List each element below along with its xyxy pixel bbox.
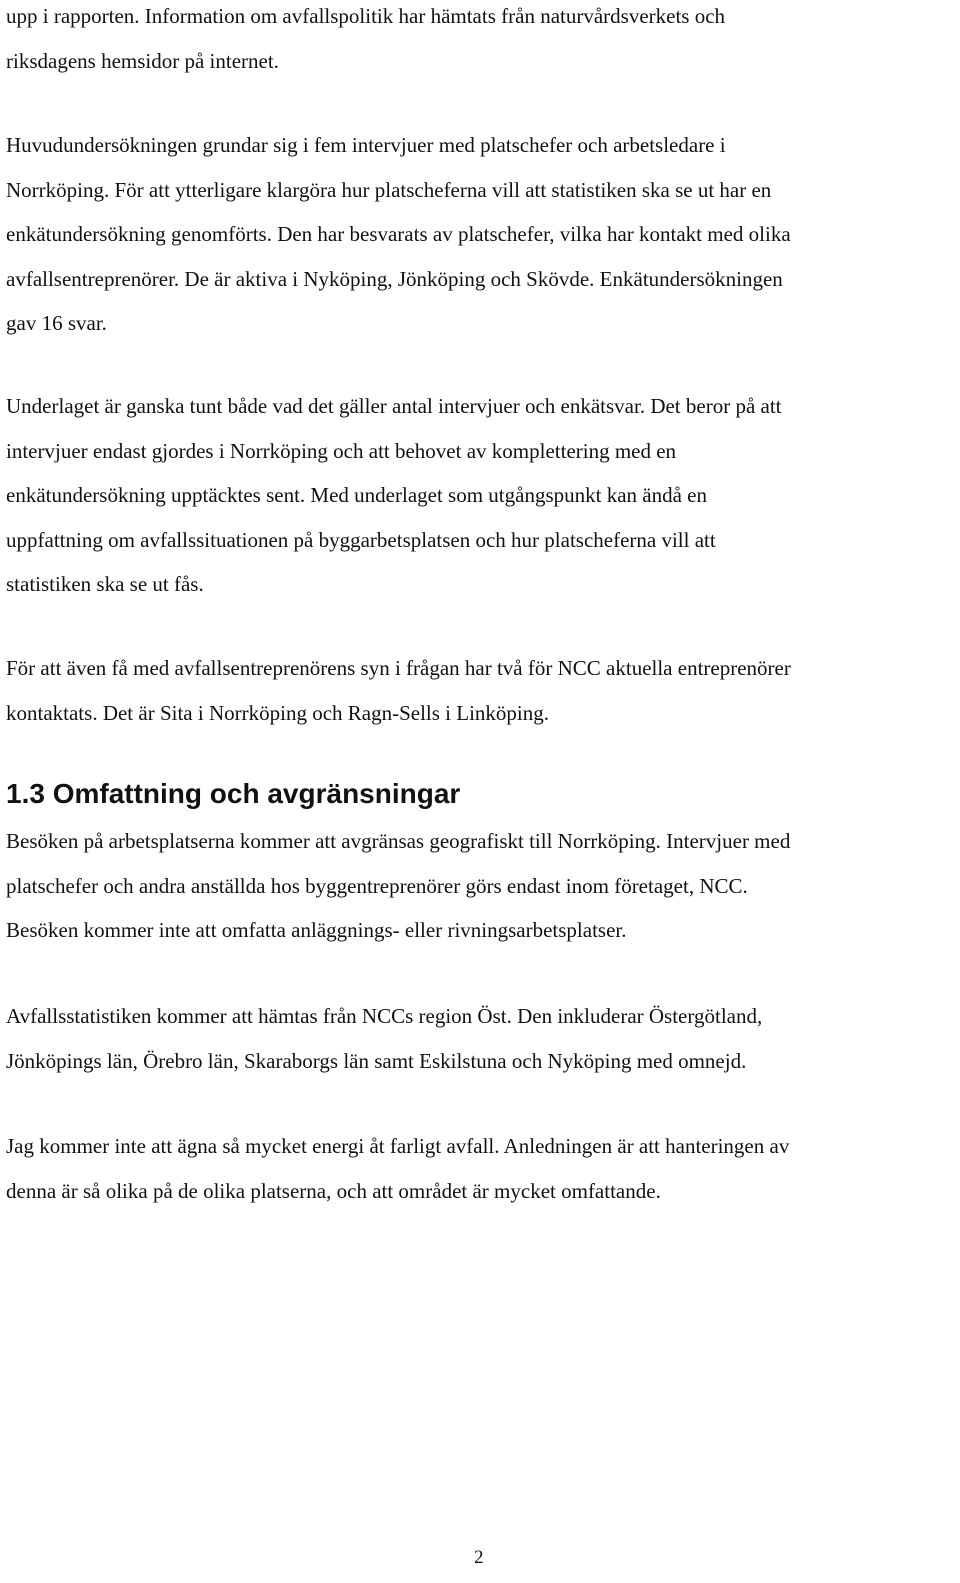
text-line: denna är så olika på de olika platserna, och att området är mycket omfattande. xyxy=(6,1178,661,1203)
paragraph-scope-statistics xyxy=(6,994,956,1083)
text-line: enkätundersökning genomförts. Den har besvarats av platschefer, vilka har kontakt med olika xyxy=(6,222,791,246)
section-heading: 1.3 Omfattning och avgränsningar xyxy=(6,778,461,809)
page-number: 2 xyxy=(474,1547,484,1568)
text-line: platschefer och andra anställda hos byggentreprenörer görs endast inom företaget, NCC. xyxy=(6,873,748,898)
text-line: Avfallsstatistiken kommer att hämtas från NCCs region Öst. Den inkluderar Östergötland, xyxy=(6,1004,763,1028)
paragraph-intro-sources xyxy=(6,0,956,83)
paragraph-data-basis xyxy=(6,384,956,607)
text-line: Besöken kommer inte att omfatta anläggnings- eller rivningsarbetsplatser. xyxy=(6,918,627,942)
text-line: Jag kommer inte att ägna så mycket energi åt farligt avfall. Anledningen är att hanteringen av xyxy=(6,1134,790,1158)
text-line: kontaktats. Det är Sita i Norrköping och Ragn-Sells i Linköping. xyxy=(6,700,550,725)
text-line: enkätundersökning upptäcktes sent. Med underlaget som utgångspunkt kan ändå en xyxy=(6,483,707,507)
text-line: Norrköping. För att ytterligare klargöra hur platscheferna vill att statistiken ska se ut har en xyxy=(6,177,772,202)
text-line: Huvudundersökningen grundar sig i fem intervjuer med platschefer och arbetsledare i xyxy=(6,133,726,157)
paragraph-contractors xyxy=(6,646,956,735)
text-line: intervjuer endast gjordes i Norrköping och att behovet av komplettering med en xyxy=(6,438,677,463)
text-line: upp i rapporten. Information om avfallspolitik har hämtats från naturvårdsverkets och xyxy=(6,4,726,28)
text-line: statistiken ska se ut fås. xyxy=(6,572,204,596)
text-line: gav 16 svar. xyxy=(6,311,107,335)
text-line: För att även få med avfallsentreprenörens syn i frågan har två för NCC aktuella entreprenörer xyxy=(6,656,791,680)
text-line: riksdagens hemsidor på internet. xyxy=(6,48,279,73)
paragraph-main-study xyxy=(6,123,956,346)
paragraph-scope-hazardous-waste xyxy=(6,1124,956,1213)
text-line: Underlaget är ganska tunt både vad det gäller antal intervjuer och enkätsvar. Det beror på att xyxy=(6,394,782,418)
text-line: avfallsentreprenörer. De är aktiva i Nyköping, Jönköping och Skövde. Enkätundersökningen xyxy=(6,266,783,291)
text-line: Jönköpings län, Örebro län, Skaraborgs län samt Eskilstuna och Nyköping med omnejd. xyxy=(6,1048,747,1073)
text-line: uppfattning om avfallssituationen på byggarbetsplatsen och hur platscheferna vill att xyxy=(6,527,716,552)
text-line: Besöken på arbetsplatserna kommer att avgränsas geografiskt till Norrköping. Intervjuer med xyxy=(6,829,791,853)
paragraph-scope-visits xyxy=(6,819,956,953)
